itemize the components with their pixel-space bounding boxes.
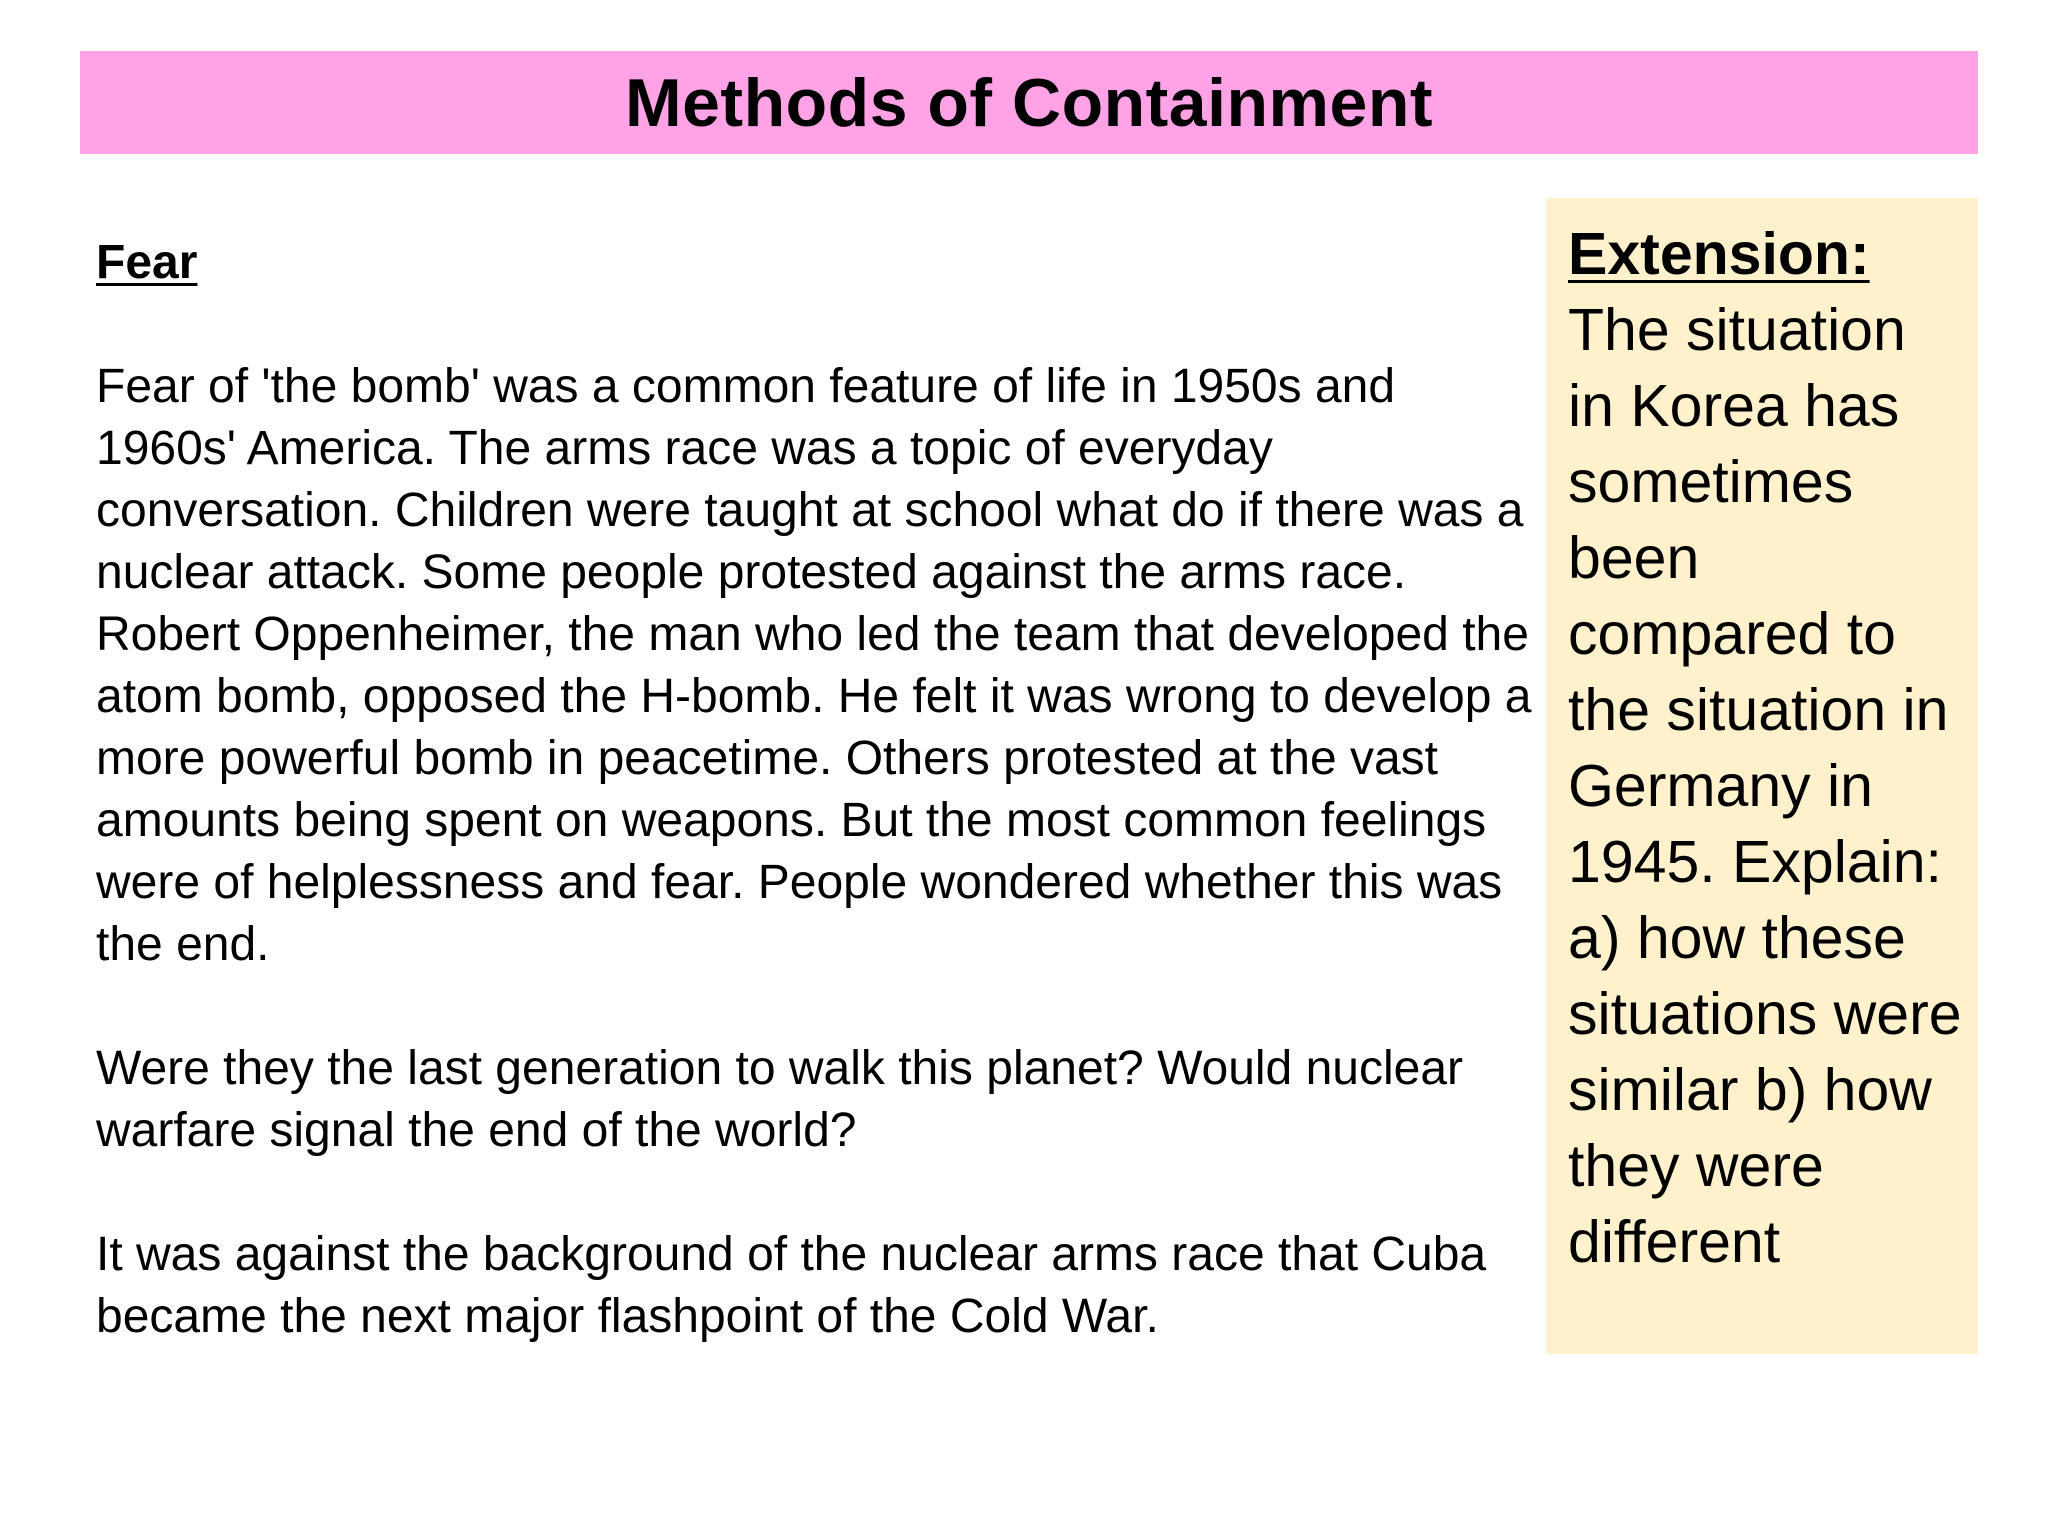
- section-heading: Fear: [96, 236, 198, 289]
- extension-label: Extension:: [1568, 221, 1870, 287]
- paragraph-questions: Were they the last generation to walk this planet? Would nuclear warfare signal the end of the world?: [96, 1042, 1464, 1157]
- title-banner: [80, 51, 1978, 154]
- extension-text: The situation in Korea has sometimes been compared to the situation in Germany in 1945. Explain: a) how these situations were similar b) how they were different: [1568, 297, 1962, 1275]
- extension-box: [1546, 198, 1978, 1354]
- paragraph-fear: Fear of 'the bomb' was a common feature of life in 1950s and 1960s' America. The arms race was a topic of everyday conversation. Children were taught at school what do if there was a nuclear attack. Some people protested against the arms race. Robert Oppenheimer, the man who led the team that developed the atom bomb, opposed the H-bomb. He felt it was wrong to develop a more powerful bomb in peacetime. Others protested at the vast amounts being spent on weapons. But the most common feelings were of helplessness and fear. People wondered whether this was the end.: [96, 360, 1532, 971]
- paragraph-cuba: It was against the background of the nuclear arms race that Cuba became the next major flashpoint of the Cold War.: [96, 1228, 1487, 1343]
- page-title: Methods of Containment: [624, 64, 1434, 141]
- main-content: [96, 232, 1546, 1348]
